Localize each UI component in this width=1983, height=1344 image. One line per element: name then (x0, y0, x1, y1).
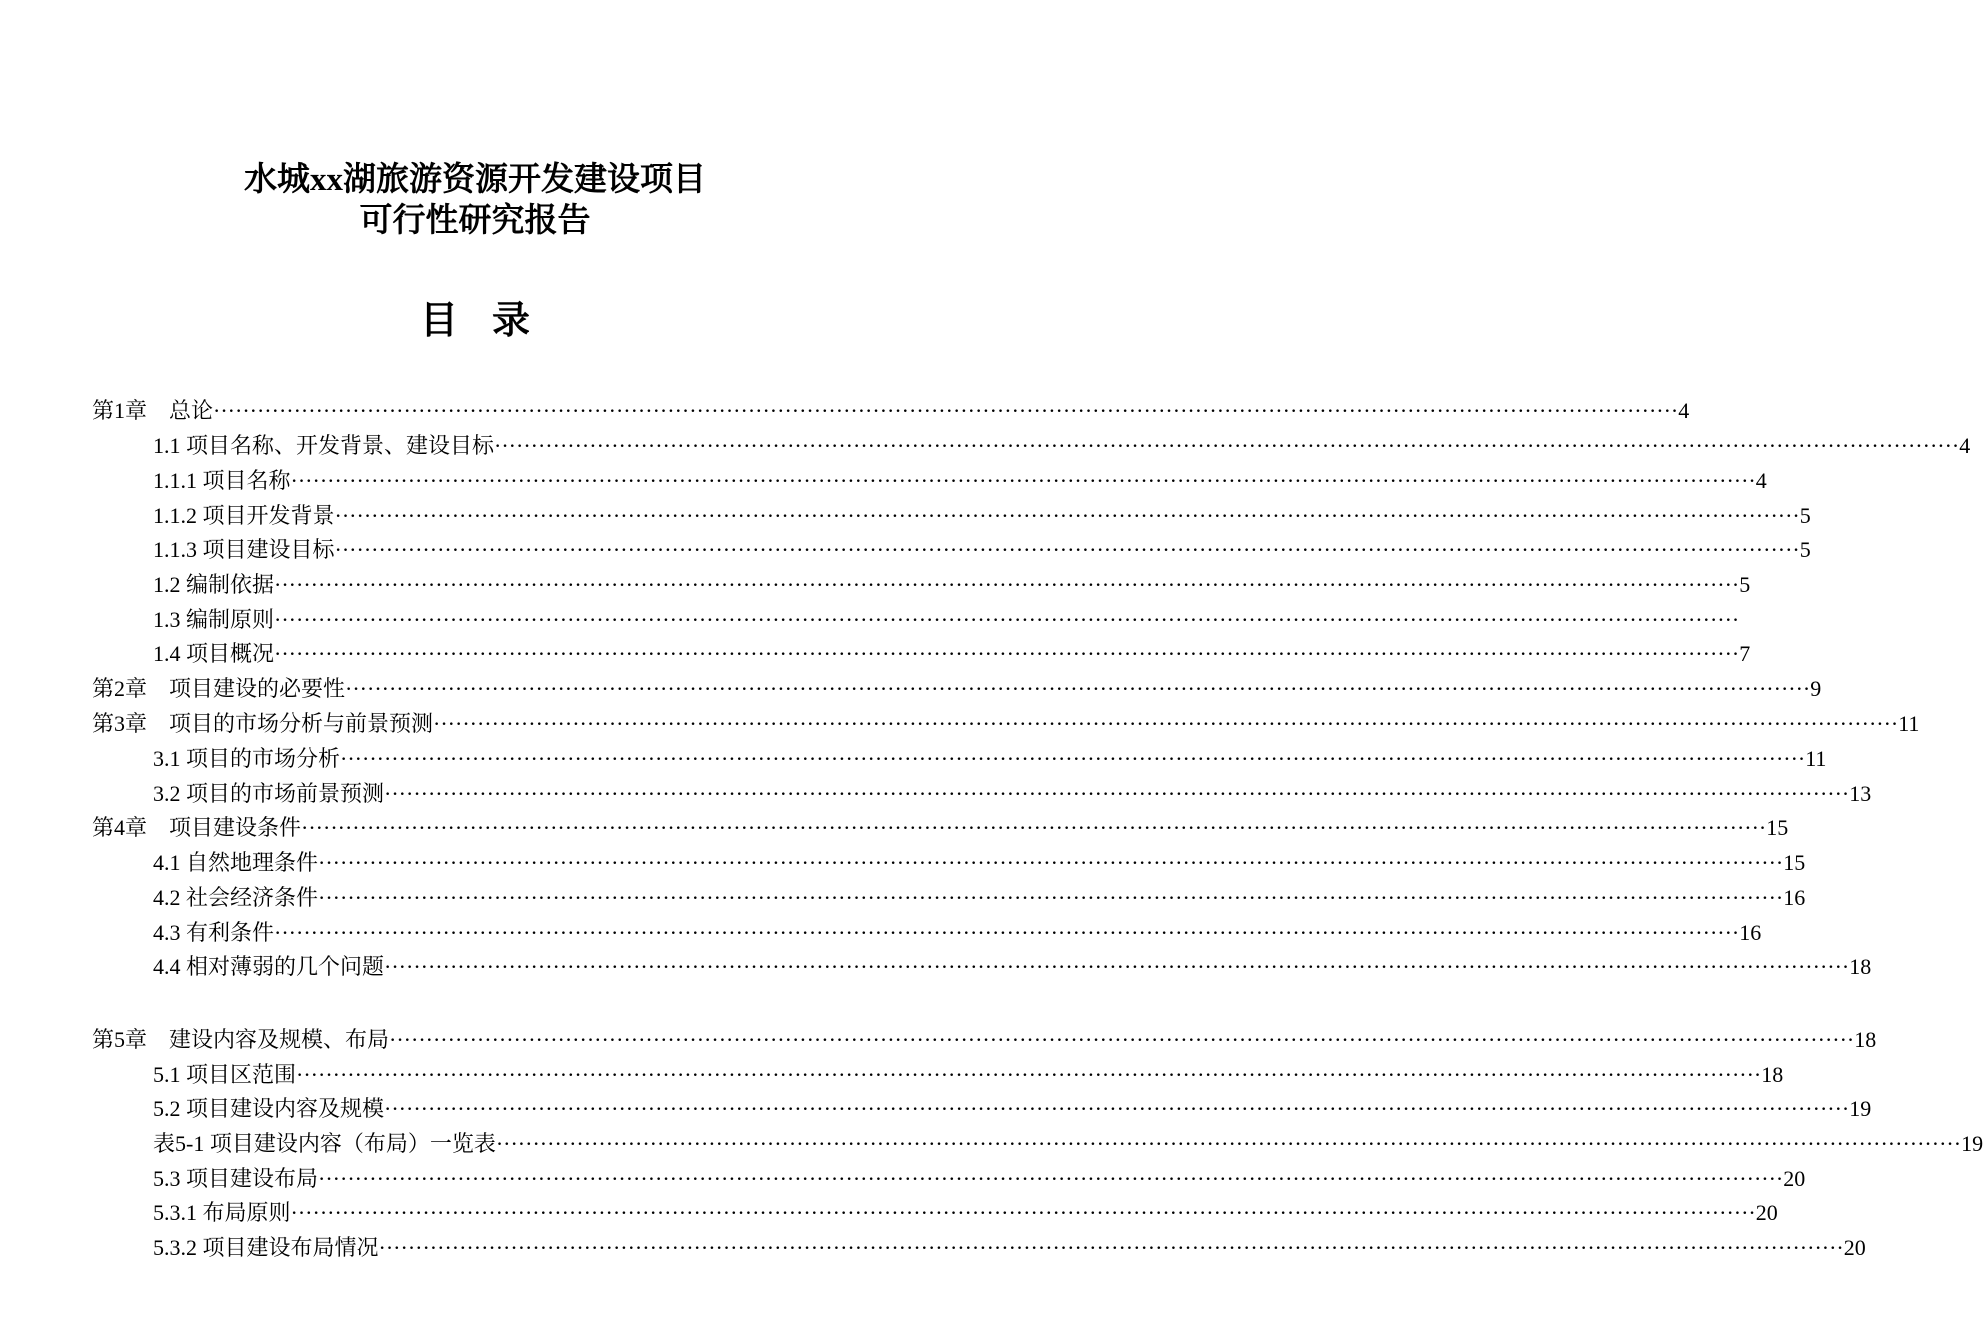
toc-heading: 目录 (419, 298, 564, 342)
toc-entry[interactable] (153, 432, 1971, 460)
toc-entry[interactable] (153, 745, 1827, 773)
toc-entry-page: 18 (1761, 1062, 1784, 1087)
toc-leader-dots: ········································································································································································································ (213, 398, 1679, 423)
toc-entry-page: 20 (1843, 1235, 1866, 1260)
toc-entry[interactable] (153, 780, 1872, 808)
toc-entry-label: 第5章 建设内容及规模、布局 (92, 1027, 390, 1052)
toc-leader-dots: ········································································································································································································ (495, 1131, 1962, 1156)
toc-entry-page: 20 (1783, 1166, 1806, 1191)
toc-leader-dots: ········································································································································································································ (494, 433, 1960, 458)
toc-entry-page: 15 (1766, 815, 1789, 840)
toc-entry-label: 5.3.1 布局原则 (153, 1200, 291, 1225)
toc-entry[interactable] (153, 1130, 1983, 1158)
toc-entry-page: 16 (1739, 920, 1762, 945)
toc-entry[interactable] (92, 814, 1789, 842)
toc-entry-label: 4.1 自然地理条件 (153, 850, 319, 875)
toc-entry[interactable] (153, 884, 1806, 912)
toc-entry[interactable] (92, 710, 1920, 738)
toc-entry-label: 3.1 项目的市场分析 (153, 746, 341, 771)
toc-leader-dots: ········································································································································································································ (274, 607, 1740, 632)
toc-entry-label: 4.3 有利条件 (153, 920, 275, 945)
toc-leader-dots: ········································································································································································································ (340, 746, 1806, 771)
toc-entry[interactable] (153, 849, 1806, 877)
toc-entry-page: 19 (1961, 1131, 1983, 1156)
toc-entry-label: 5.3.2 项目建设布局情况 (153, 1235, 379, 1260)
toc-entry-page: 5 (1739, 572, 1751, 597)
toc-entry[interactable] (153, 502, 1811, 530)
toc-entry-label: 1.1.1 项目名称 (153, 468, 291, 493)
toc-entry-page: 4 (1678, 398, 1690, 423)
toc-entry-page: 5 (1799, 537, 1811, 562)
toc-entry-page: 11 (1898, 711, 1920, 736)
toc-entry[interactable] (153, 953, 1872, 981)
toc-entry[interactable] (153, 1234, 1866, 1262)
toc-leader-dots: ········································································································································································································ (318, 885, 1784, 910)
toc-entry[interactable] (153, 1199, 1778, 1227)
toc-entry-label: 5.2 项目建设内容及规模 (153, 1096, 385, 1121)
toc-entry-page: 18 (1849, 954, 1872, 979)
toc-leader-dots: ········································································································································································································ (384, 954, 1850, 979)
toc-leader-dots: ········································································································································································································ (301, 815, 1767, 840)
toc-leader-dots: ········································································································································································································ (389, 1027, 1855, 1052)
toc-entry-page: 7 (1739, 641, 1751, 666)
toc-entry-label: 5.3 项目建设布局 (153, 1166, 319, 1191)
toc-entry-label: 1.4 项目概况 (153, 641, 275, 666)
toc-entry[interactable] (153, 536, 1811, 564)
toc-entry-label: 1.1 项目名称、开发背景、建设目标 (153, 433, 495, 458)
toc-leader-dots: ········································································································································································································ (384, 781, 1850, 806)
toc-leader-dots: ········································································································································································································ (345, 676, 1811, 701)
toc-entry-label: 1.2 编制依据 (153, 572, 275, 597)
toc-leader-dots: ········································································································································································································ (318, 850, 1784, 875)
toc-entry[interactable] (153, 571, 1751, 599)
toc-entry-label: 5.1 项目区范围 (153, 1062, 297, 1087)
toc-leader-dots: ········································································································································································································ (334, 537, 1800, 562)
toc-entry-label: 第4章 项目建设条件 (92, 815, 302, 840)
toc-entry-page: 19 (1849, 1096, 1872, 1121)
toc-entry-page: 13 (1849, 781, 1872, 806)
toc-entry[interactable] (153, 640, 1751, 668)
toc-entry-label: 表5-1 项目建设内容（布局）一览表 (153, 1131, 496, 1156)
document-title-line-2: 可行性研究报告 (359, 203, 591, 239)
toc-leader-dots: ········································································································································································································ (274, 920, 1740, 945)
toc-entry[interactable] (153, 1061, 1784, 1089)
toc-entry[interactable] (92, 675, 1822, 703)
toc-leader-dots: ········································································································································································································ (433, 711, 1899, 736)
toc-entry[interactable] (153, 919, 1762, 947)
toc-entry[interactable] (153, 606, 1740, 634)
toc-entry-label: 3.2 项目的市场前景预测 (153, 781, 385, 806)
toc-entry-page: 5 (1799, 503, 1811, 528)
toc-leader-dots: ········································································································································································································ (334, 503, 1800, 528)
toc-entry-label: 第3章 项目的市场分析与前景预测 (92, 711, 434, 736)
toc-entry-label: 第1章 总论 (92, 398, 214, 423)
toc-entry-page: 11 (1805, 746, 1827, 771)
toc-entry-page: 4 (1755, 468, 1767, 493)
toc-entry[interactable] (92, 1026, 1877, 1054)
toc-leader-dots: ········································································································································································································ (378, 1235, 1844, 1260)
toc-entry-page: 15 (1783, 850, 1806, 875)
toc-entry-label: 第2章 项目建设的必要性 (92, 676, 346, 701)
toc-leader-dots: ········································································································································································································ (318, 1166, 1784, 1191)
toc-leader-dots: ········································································································································································································ (296, 1062, 1762, 1087)
toc-leader-dots: ········································································································································································································ (274, 572, 1740, 597)
toc-entry-label: 4.2 社会经济条件 (153, 885, 319, 910)
toc-leader-dots: ········································································································································································································ (274, 641, 1740, 666)
toc-entry-label: 1.1.2 项目开发背景 (153, 503, 335, 528)
toc-entry-label: 1.1.3 项目建设目标 (153, 537, 335, 562)
toc-entry[interactable] (153, 467, 1767, 495)
toc-leader-dots: ········································································································································································································ (290, 468, 1756, 493)
toc-entry[interactable] (153, 1165, 1806, 1193)
document-title-line-1: 水城xx湖旅游资源开发建设项目 (244, 162, 706, 198)
toc-entry-label: 1.3 编制原则 (153, 607, 275, 632)
toc-entry-page: 18 (1854, 1027, 1877, 1052)
toc-entry-label: 4.4 相对薄弱的几个问题 (153, 954, 385, 979)
toc-leader-dots: ········································································································································································································ (384, 1096, 1850, 1121)
toc-entry[interactable] (153, 1095, 1872, 1123)
toc-entry[interactable] (92, 397, 1690, 425)
toc-entry-page: 16 (1783, 885, 1806, 910)
toc-leader-dots: ········································································································································································································ (290, 1200, 1756, 1225)
toc-entry-page: 20 (1755, 1200, 1778, 1225)
toc-entry-page: 9 (1810, 676, 1822, 701)
toc-entry-page: 4 (1959, 433, 1971, 458)
